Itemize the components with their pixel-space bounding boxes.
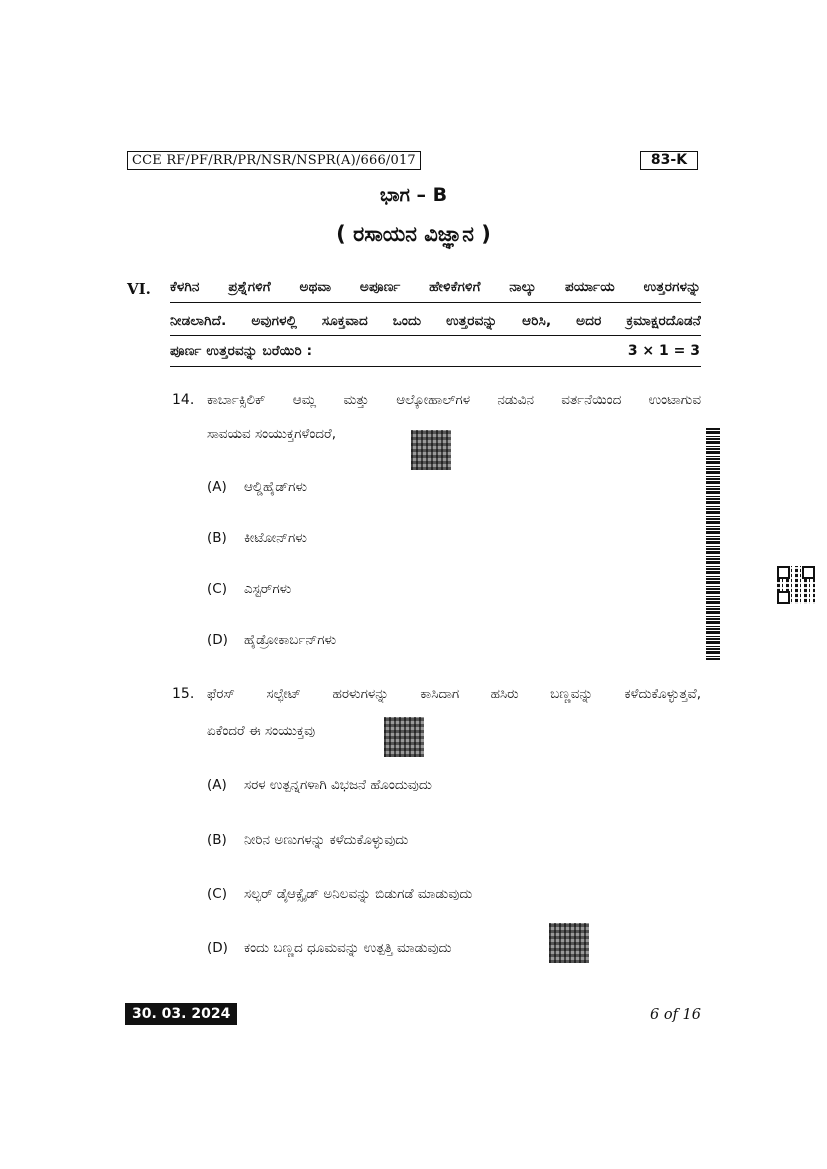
section-instruction-line3: ಪೂರ್ಣ ಉತ್ತರವನ್ನು ಬರೆಯಿರಿ :	[170, 343, 313, 359]
option-text: ನೀರಿನ ಅಣುಗಳನ್ನು ಕಳೆದುಕೊಳ್ಳುವುದು	[244, 832, 409, 848]
subject-title: ( ರಸಾಯನ ವಿಜ್ಞಾನ )	[336, 222, 491, 246]
option-label: (D)	[207, 940, 228, 956]
question-number: 14.	[172, 392, 195, 408]
exam-date: 30. 03. 2024	[125, 1003, 237, 1025]
section-marks: 3 × 1 = 3	[627, 343, 700, 359]
question-number: 15.	[172, 686, 195, 702]
option-text: ಆಲ್ಡಿಹೈಡ್‌ಗಳು	[244, 479, 308, 495]
part-title: ಭಾಗ – B	[379, 184, 448, 206]
option-text: ಸರಳ ಉತ್ಪನ್ನಗಳಾಗಿ ವಿಭಜನೆ ಹೊಂದುವುದು	[244, 777, 432, 793]
option-text: ಕೀಟೋನ್‌ಗಳು	[244, 530, 307, 546]
option-label: (B)	[207, 832, 227, 848]
option-label: (A)	[207, 777, 227, 793]
qr-code-icon	[549, 923, 589, 963]
option-label: (C)	[207, 581, 227, 597]
instruction-underline	[170, 366, 701, 367]
question-text-line2: ಸಾವಯವ ಸಂಯುಕ್ತಗಳೆಂದರೆ,	[207, 426, 336, 442]
option-text: ಹೈಡ್ರೋಕಾರ್ಬನ್‌ಗಳು	[244, 632, 337, 648]
exam-code: CCE RF/PF/RR/PR/NSR/NSPR(A)/666/017	[127, 151, 421, 170]
paper-code: 83-K	[640, 151, 698, 170]
option-label: (D)	[207, 632, 228, 648]
page-number: 6 of 16	[650, 1007, 701, 1023]
barcode-icon	[706, 428, 720, 660]
section-instruction-line1: ಕೆಳಗಿನ ಪ್ರಶ್ನೆಗಳಿಗೆ ಅಥವಾ ಅಪೂರ್ಣ ಹೇಳಿಕೆಗಳಿಗೆ ನಾಲ್ಕು ಪರ್ಯಾಯ ಉತ್ತರಗಳನ್ನು	[170, 279, 701, 295]
qr-code-icon	[777, 566, 815, 604]
qr-code-icon	[384, 717, 424, 757]
option-text: ಸಲ್ಫರ್ ಡೈಆಕ್ಸೈಡ್ ಅನಿಲವನ್ನು ಬಿಡುಗಡೆ ಮಾಡುವುದು	[244, 886, 473, 902]
instruction-underline	[170, 335, 701, 336]
instruction-underline	[170, 302, 701, 303]
section-instruction-line2: ನೀಡಲಾಗಿದೆ. ಅವುಗಳಲ್ಲಿ ಸೂಕ್ತವಾದ ಒಂದು ಉತ್ತರವನ್ನು ಆರಿಸಿ, ಅದರ ಕ್ರಮಾಕ್ಷರದೊಡನೆ	[170, 313, 701, 329]
question-text-line1: ಫೆರಸ್ ಸಲ್ಫೇಟ್ ಹರಳುಗಳನ್ನು ಕಾಸಿದಾಗ ಹಸಿರು ಬಣ್ಣವನ್ನು ಕಳೆದುಕೊಳ್ಳುತ್ತವೆ,	[207, 686, 701, 702]
option-text: ಕಂದು ಬಣ್ಣದ ಧೂಮವನ್ನು ಉತ್ಪತ್ತಿ ಮಾಡುವುದು	[244, 940, 452, 956]
section-number: VI.	[127, 280, 151, 298]
option-label: (B)	[207, 530, 227, 546]
option-label: (C)	[207, 886, 227, 902]
qr-code-icon	[411, 430, 451, 470]
question-text-line1: ಕಾರ್ಬಾಕ್ಸಿಲಿಕ್ ಆಮ್ಲ ಮತ್ತು ಆಲ್ಕೋಹಾಲ್‌ಗಳ ನಡುವಿನ ವರ್ತನೆಯಿಂದ ಉಂಟಾಗುವ	[207, 392, 701, 408]
question-text-line2: ಏಕೆಂದರೆ ಈ ಸಂಯುಕ್ತವು	[207, 723, 316, 739]
option-text: ಎಸ್ಟರ್‌ಗಳು	[244, 581, 292, 597]
option-label: (A)	[207, 479, 227, 495]
